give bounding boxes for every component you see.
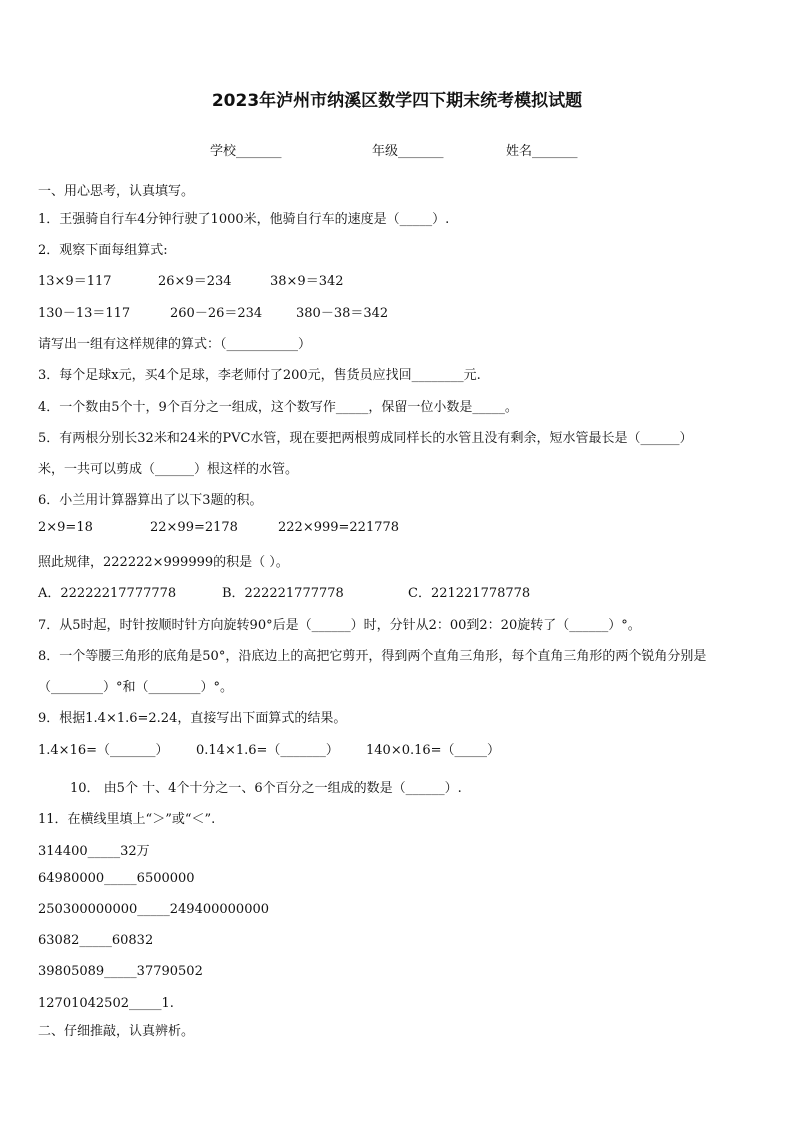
question-2-eq-5: 260－26＝234 xyxy=(170,306,263,321)
question-4: 4．一个数由5个十，9个百分之一组成，这个数写作_____，保留一位小数是_____。 xyxy=(38,400,518,415)
question-11-item: 314400_____32万 xyxy=(38,844,150,859)
question-2-ask: 请写出一组有这样规律的算式：（___________） xyxy=(38,337,312,352)
question-11-item: 63082_____60832 xyxy=(38,933,154,948)
grade-field: 年级_______ xyxy=(372,144,444,159)
question-8-line-1: 8．一个等腰三角形的底角是50°，沿底边上的高把它剪开，得到两个直角三角形，每个直角三角形的两个锐角分别是 xyxy=(38,649,707,664)
name-field: 姓名_______ xyxy=(506,144,578,159)
question-6-option-a: A．22222217777778 xyxy=(38,586,177,601)
page-title: 2023年泸州市纳溪区数学四下期末统考模拟试题 xyxy=(211,91,583,111)
question-8-line-2: （________）°和（________）°。 xyxy=(38,680,234,695)
school-field: 学校_______ xyxy=(210,144,282,159)
question-9-intro: 9．根据1.4×1.6=2.24，直接写出下面算式的结果。 xyxy=(38,711,347,726)
question-2-eq-1: 13×9＝117 xyxy=(38,274,112,289)
question-5-line-2: 米，一共可以剪成（______）根这样的水管。 xyxy=(38,462,299,477)
question-10: 10． 由5个 十、4个十分之一、6个百分之一组成的数是（______）. xyxy=(70,781,462,796)
question-9-eq-2: 0.14×1.6=（_______） xyxy=(196,743,339,758)
question-6-eq-1: 2×9=18 xyxy=(38,520,93,535)
question-5-line-1: 5．有两根分别长32米和24米的PVC水管，现在要把两根剪成同样长的水管且没有剩余，短水管最长是（______） xyxy=(38,431,693,446)
question-11-item: 250300000000_____249400000000 xyxy=(38,902,270,917)
question-2-eq-3: 38×9＝342 xyxy=(270,274,344,289)
section1-heading: 一、用心思考，认真填写。 xyxy=(38,184,195,199)
question-11-item: 64980000_____6500000 xyxy=(38,871,195,886)
question-2-eq-2: 26×9＝234 xyxy=(158,274,232,289)
question-2-eq-4: 130－13＝117 xyxy=(38,306,131,321)
question-3: 3．每个足球x元，买4个足球，李老师付了200元，售货员应找回________元. xyxy=(38,368,481,383)
question-6-ask: 照此规律，222222×999999的积是（ ）。 xyxy=(38,555,289,570)
question-11-item: 39805089_____37790502 xyxy=(38,964,203,979)
question-6-eq-2: 22×99=2178 xyxy=(150,520,238,535)
question-7: 7．从5时起，时针按顺时针方向旋转90°后是（______）时，分针从2：00到2：20旋转了（______）°。 xyxy=(38,618,641,633)
question-11-intro: 11．在横线里填上“＞”或“＜”. xyxy=(38,812,216,827)
section2-heading: 二、仔细推敲，认真辨析。 xyxy=(38,1024,195,1039)
question-6-option-c: C．221221778778 xyxy=(408,586,531,601)
question-6-intro: 6．小兰用计算器算出了以下3题的积。 xyxy=(38,493,263,508)
question-1: 1．王强骑自行车4分钟行驶了1000米，他骑自行车的速度是（_____）. xyxy=(38,212,450,227)
question-9-eq-1: 1.4×16=（_______） xyxy=(38,743,169,758)
question-6-option-b: B．222221777778 xyxy=(222,586,344,601)
question-11-item: 12701042502_____1. xyxy=(38,996,174,1011)
question-2-eq-6: 380－38＝342 xyxy=(296,306,389,321)
question-9-eq-3: 140×0.16=（_____） xyxy=(366,743,501,758)
question-6-eq-3: 222×999=221778 xyxy=(278,520,400,535)
question-2-intro: 2．观察下面每组算式: xyxy=(38,243,168,258)
